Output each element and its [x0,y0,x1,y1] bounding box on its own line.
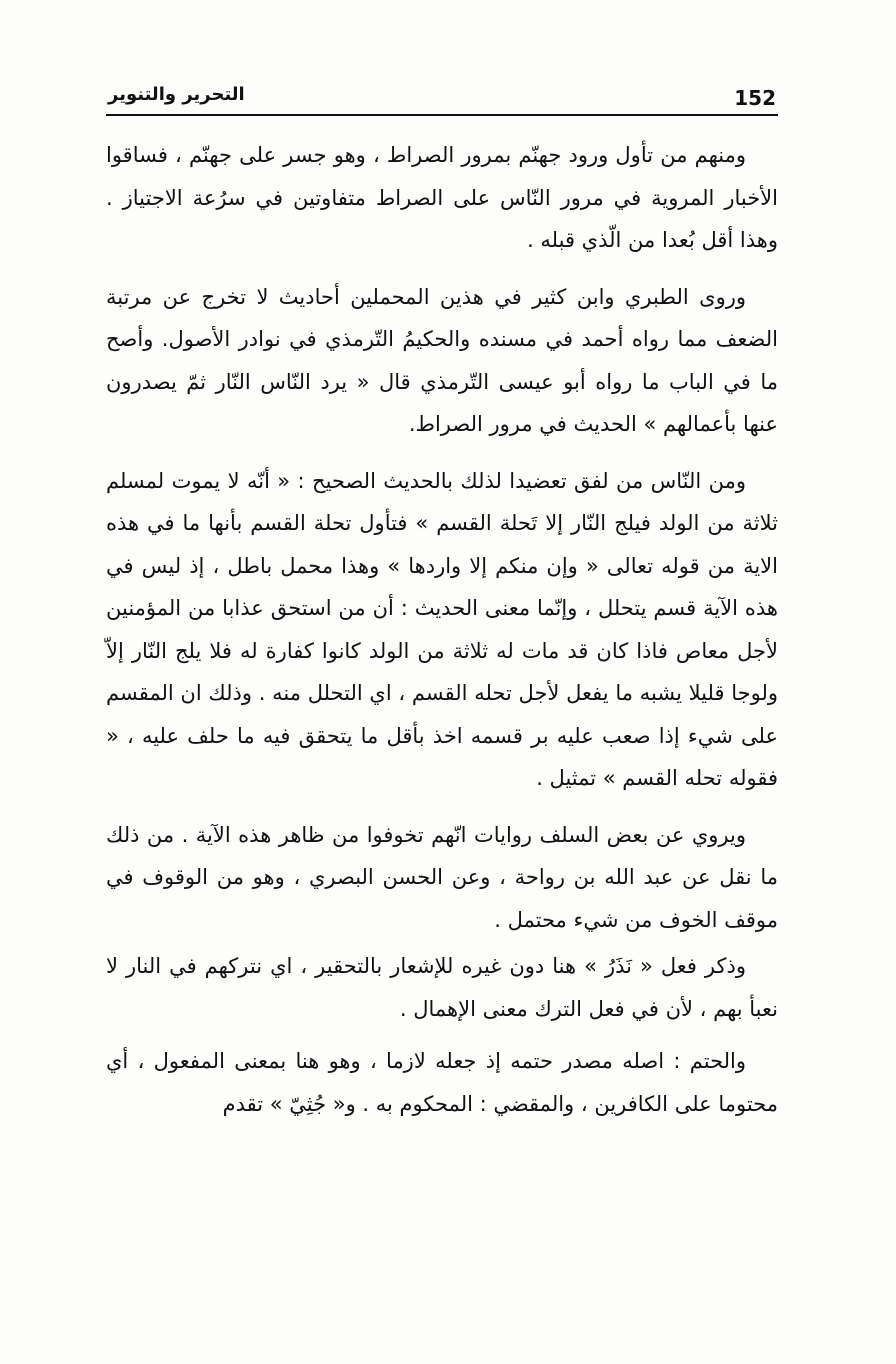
paragraph-5: وذكر فعل « نَذَرُ » هنا دون غيره للإشعار بالتحقير ، اي نتركهم في النار لا نعبأ بهم ، لأن في فعل الترك معنى الإهمال . [106,954,778,1021]
body-text [106,134,778,1125]
page-header [106,82,778,118]
page-number: 152 [734,86,776,110]
paragraph-4: ويروي عن بعض السلف روايات انّهم تخوفوا من ظاهر هذه الآية . من ذلك ما نقل عن عبد الله بن رواحة ، وعن الحسن البصري ، وهو من الوقوف في موقف الخوف من شيء محتمل . [106,822,778,932]
running-title: التحرير والتنوير [108,84,245,105]
paragraph-3: ومن النّاس من لفق تعضيدا لذلك بالحديث الصحيح : « أنّه لا يموت لمسلم ثلاثة من الولد فيلج النّار إلا تَحلة القسم » فتأول تحلة القسم بأنها ما في هذه الاية من قوله تعالى « وإن منكم إلا واردها » وهذا محمل باطل ، إذ ليس في هذه الآية قسم يتحلل ، وإنّما معنى الحديث : أن من استحق عذابا من المؤمنين لأجل معاص فاذا كان قد مات له ثلاثة من الولد كانوا كفارة له فلا يلج النّار إلاّ ولوجا قليلا يشبه ما يفعل لأجل تحله القسم ، اي التحلل منه . وذلك ان المقسم على شيء إذا صعب عليه بر قسمه اخذ بأقل ما يتحقق فيه ما حلف عليه ، « فقوله تحله القسم » تمثيل . [106,468,778,790]
paragraph-2: وروى الطبري وابن كثير في هذين المحملين أحاديث لا تخرج عن مرتبة الضعف مما رواه أحمد في مسنده والحكيمُ التّرمذي في نوادر الأصول. وأصح ما في الباب ما رواه أبو عيسى التّرمذي قال « يرد النّاس النّار ثمّ يصدرون عنها بأعمالهم » الحديث في مرور الصراط. [106,284,778,436]
header-rule [106,114,778,116]
paragraph-1: ومنهم من تأول ورود جهنّم بمرور الصراط ، وهو جسر على جهنّم ، فساقوا الأخبار المروية في مرور النّاس على الصراط متفاوتين في سرُعة الاجتياز . وهذا أقل بُعدا من الّذي قبله . [106,143,778,252]
paragraph-6: والحتم : اصله مصدر حتمه إذ جعله لازما ، وهو هنا بمعنى المفعول ، أي محتوما على الكافرين ، والمقضي : المحكوم به . و« جُثِيّ » تقدم [106,1049,778,1116]
